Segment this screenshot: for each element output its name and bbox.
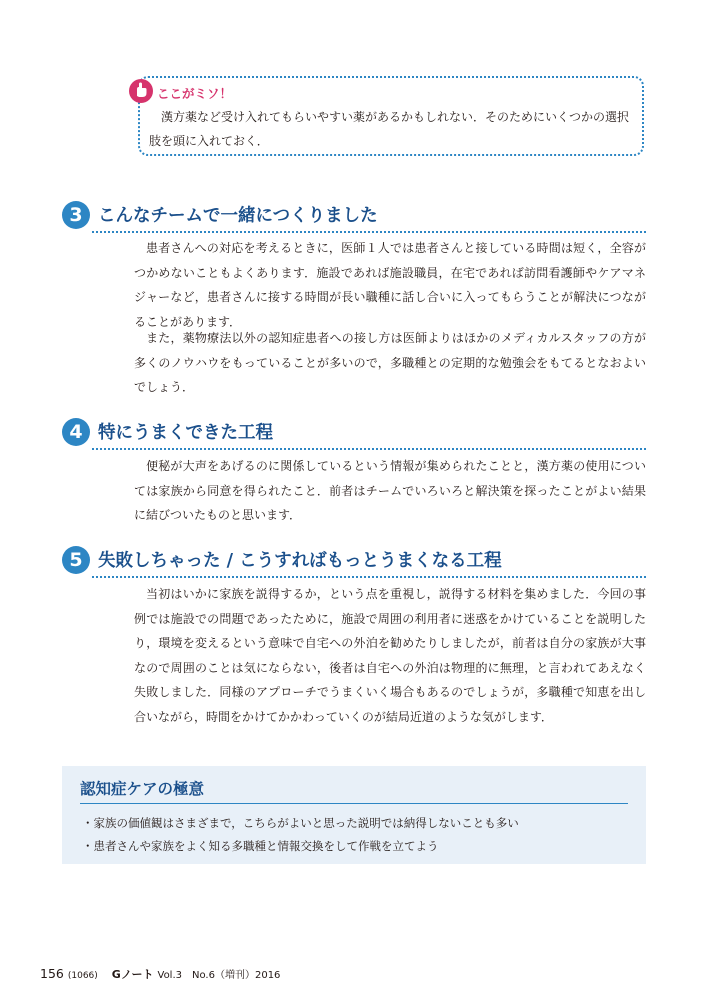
- page-number-sub: (1066): [67, 971, 98, 981]
- tip-box: [138, 76, 644, 156]
- tip-body: 漢方薬など受け入れてもらいやすい薬があるかもしれない．そのためにいくつかの選択肢を頭に入れておく．: [149, 110, 630, 148]
- dotted-divider: [92, 448, 646, 450]
- section-heading-3: [62, 201, 646, 231]
- section-number-badge: 4: [62, 418, 90, 446]
- section-title: 失敗しちゃった / こうすればもっとうまくなる工程: [98, 551, 502, 571]
- paragraph: 便秘が大声をあげるのに関係しているという情報が集められたことと，漢方薬の使用については家族から同意を得られたこと．前者はチームでいろいろと解決策を探ったことがよい結果に結びついたものと思います．: [134, 459, 646, 522]
- summary-item: ・患者さんや家族をよく知る多職種と情報交換をして作戦を立てよう: [82, 839, 439, 853]
- paragraph: 当初はいかに家族を説得するか，という点を重視し，説得する材料を集めました．今回の事例では施設での問題であったために，施設で周囲の利用者に迷惑をかけていることを説明したり，環境を変えるという意味で自宅への外泊を勧めたりしましたが，前者は自分の家族が大事なので周囲のことは気にならない，後者は自宅への外泊は物理的に無理，と言われてあえなく失敗しました．同様のアプローチでうまくいく場合もあるのでしょうが，多職種で知恵を出し合いながら，時間をかけてかかわっていくのが結局近道のような気がします．: [134, 587, 646, 724]
- summary-item: ・家族の価値観はさまざまで，こちらがよいと思った説明では納得しないことも多い: [82, 816, 519, 830]
- section-number-badge: 5: [62, 546, 90, 574]
- tip-title: ここがミソ！: [157, 86, 233, 101]
- dotted-divider: [92, 231, 646, 233]
- issue-info: Vol.3 No.6（増刊）2016: [157, 970, 281, 981]
- page-number: 156: [40, 966, 64, 981]
- pointing-hand-icon: [129, 79, 153, 103]
- summary-title: 認知症ケアの極意: [80, 780, 205, 798]
- summary-box: [62, 766, 646, 864]
- section-heading-4: [62, 418, 646, 448]
- page-footer: [40, 966, 284, 982]
- section-heading-5: [62, 546, 646, 576]
- paragraph: 患者さんへの対応を考えるときに，医師１人では患者さんと接している時間は短く，全容がつかめないこともよくあります．施設であれば施設職員，在宅であれば訪問看護師やケアマネジャーなど，患者さんに接する時間が長い職種に話し合いに入ってもらうことが解決につながることがあります．: [134, 241, 646, 329]
- paragraph: また，薬物療法以外の認知症患者への接し方は医師よりはほかのメディカルスタッフの方が多くのノウハウをもっていることが多いので，多職種との定期的な勉強会をもてるとなおよいでしょう．: [134, 331, 646, 394]
- section-title: 特にうまくできた工程: [98, 423, 273, 443]
- dotted-divider: [92, 576, 646, 578]
- section-title: こんなチームで一緒につくりました: [98, 206, 378, 226]
- journal-name: Gノート: [111, 968, 154, 981]
- section-number-badge: 3: [62, 201, 90, 229]
- summary-divider: [80, 803, 628, 804]
